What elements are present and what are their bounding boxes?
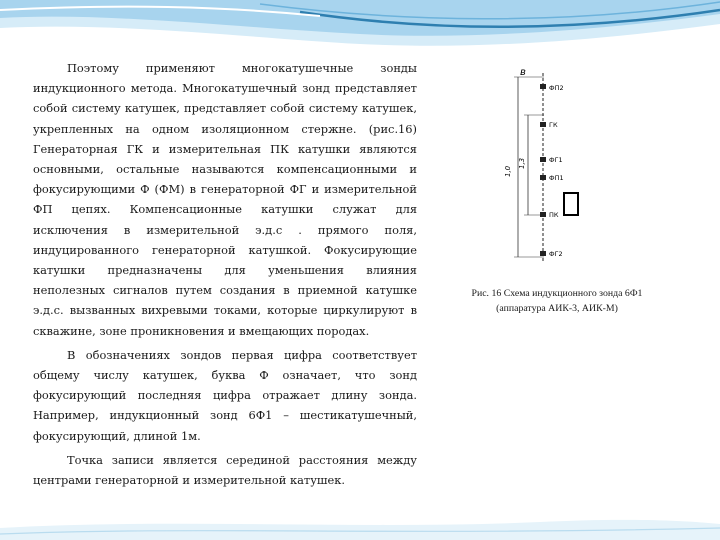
- coil-fp2: [540, 84, 546, 89]
- main-text: [33, 58, 417, 494]
- label-pk: ПК: [549, 211, 559, 219]
- record-point-box: [564, 193, 578, 215]
- coil-pk: [540, 212, 546, 217]
- label-gk: ГК: [549, 121, 558, 129]
- label-fg2: ФГ2: [549, 250, 563, 258]
- coil-fg1: [540, 157, 546, 162]
- caption-line-1: Рис. 16 Схема индукционного зонда 6Ф1: [471, 288, 643, 299]
- coil-fp1: [540, 175, 546, 180]
- paragraph-1: Поэтому применяют многокатушечные зонды индукционного метода. Многокатушечный зонд представляет собой систему катушек, представляет собой систему катушек, укрепленных на одном изоляционном стержне. (рис.16) Генераторная ГК и измерительная ПК катушки являются основными, остальные называются компенсационными и фокусирующими Ф (ФМ) в генераторной ФГ и измерительной ФП цепях. Компенсационные катушки служат для исключения в измерительной э.д.с . прямого поля, индуцированного генераторной катушкой. Фокусирующие катушки предназначены для уменьшения влияния неполезных сигналов путем создания в приемной катушке э.д.с. вызванных вихревыми токами, которые циркулируют в скважине, зоне проникновения и вмещающих породах.: [33, 61, 417, 338]
- dim-label-2: 1,3: [518, 157, 526, 169]
- probe-diagram: [500, 65, 580, 265]
- label-fg1: ФГ1: [549, 156, 563, 164]
- paragraph-2: В обозначениях зондов первая цифра соответствует общему числу катушек, буква Ф означает, что зонд фокусирующий последняя цифра отражает длину зонда. Например, индукционный зонд 6Ф1 – шестикатушечный, фокусирующий, длиной 1м.: [33, 347, 417, 443]
- coil-gk: [540, 122, 546, 127]
- paragraph-3: Точка записи является серединой расстояния между центрами генераторной и измерительной катушек.: [33, 452, 417, 488]
- header-wave-decoration: [0, 0, 720, 60]
- dim-label-1: 1,0: [504, 165, 512, 177]
- label-fp2: ФП2: [549, 84, 564, 92]
- caption-line-2: (аппаратура АИК-3, АИК-М): [496, 303, 618, 314]
- footer-wave-decoration: [0, 500, 720, 540]
- coil-fg2: [540, 251, 546, 256]
- label-fp1: ФП1: [549, 174, 564, 182]
- figure-caption: [452, 286, 662, 316]
- label-top: в: [520, 67, 526, 78]
